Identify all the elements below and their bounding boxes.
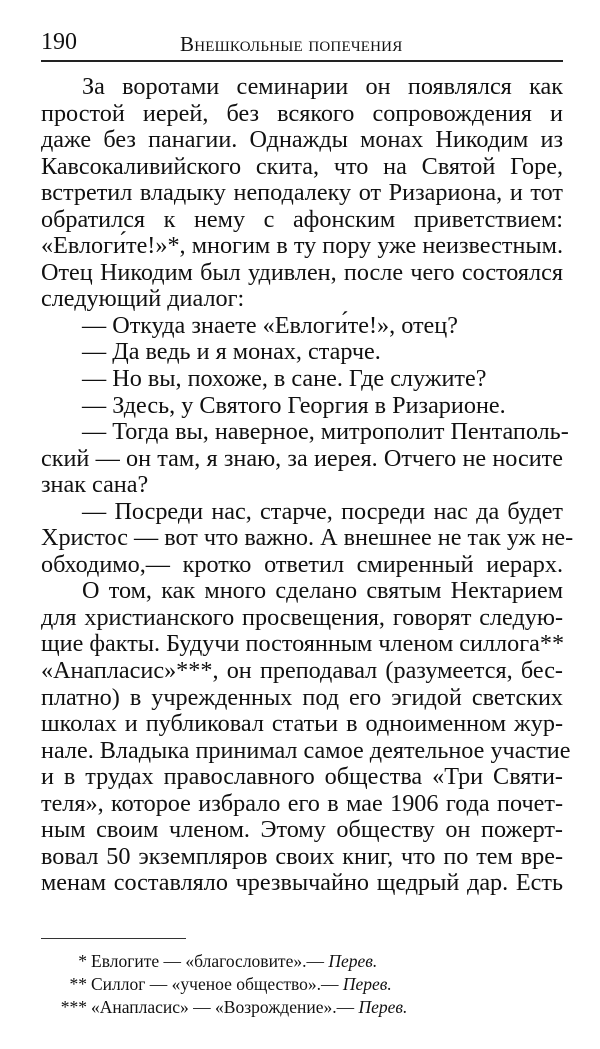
- text-line: Отец Никодим был удивлен, после чего состоялся: [41, 258, 563, 286]
- footnote-1: [41, 950, 563, 973]
- text-line: для христианского просвещения, говорят следую-: [41, 603, 563, 631]
- footnote-2: [41, 973, 563, 996]
- text-line: — Но вы, похоже, в сане. Где служите?: [82, 365, 487, 393]
- body-text: [41, 73, 574, 897]
- text-line: «Анапласис»***, он преподавал (разумеется, бес-: [41, 657, 563, 685]
- text-line: обратился к нему с афонским приветствием:: [41, 205, 563, 233]
- text-line: знак сана?: [41, 471, 149, 499]
- footnote-mark: *: [78, 951, 87, 971]
- footnote-text: Евлогите — «благословите».—: [91, 951, 329, 971]
- page-number: 190: [41, 29, 77, 55]
- text-line: обходимо,— кротко ответил смиренный иерарх.: [41, 550, 563, 578]
- text-line: нале. Владыка принимал самое деятельное участие: [41, 736, 571, 764]
- text-line: Кавсокаливийского скита, что на Святой Горе,: [41, 152, 563, 180]
- footnote-mark: ***: [60, 997, 87, 1017]
- text-line: и в трудах православного общества «Три Святи-: [41, 763, 563, 791]
- text-line: даже без панагии. Однажды монах Никодим из: [41, 126, 563, 154]
- text-line: ский — он там, я знаю, за иерея. Отчего не носите: [41, 444, 563, 472]
- header-rule: [41, 60, 563, 62]
- text-line: вовал 50 экземпляров своих книг, что по тем вре-: [41, 842, 563, 870]
- text-line: теля», которое избрало его в мае 1906 года почет-: [41, 789, 563, 817]
- text-line: платно) в учрежденных под его эгидой светских: [41, 683, 563, 711]
- text-line: За воротами семинарии он появлялся как: [82, 73, 563, 100]
- text-line: — Откуда знаете «Евлоги́те!», отец?: [82, 311, 458, 339]
- footnote-text: Силлог — «ученое общество».—: [91, 974, 343, 994]
- running-title: Внешкольные попечения: [180, 32, 403, 56]
- text-line: менам составляло чрезвычайно щедрый дар. Есть: [41, 869, 563, 897]
- text-line: «Евлоги́те!»*, многим в ту пору уже неизвестным.: [41, 232, 563, 260]
- text-line: простой иерей, без всякого сопровождения и: [41, 99, 563, 127]
- footnote-attribution: Перев.: [328, 951, 378, 971]
- footnote-3: [41, 996, 563, 1019]
- footnotes: [41, 950, 563, 1019]
- text-line: О том, как много сделано святым Нектарием: [82, 577, 563, 605]
- running-header: [41, 24, 563, 58]
- text-line: щие факты. Будучи постоянным членом силлога**: [41, 630, 565, 658]
- text-line: — Посреди нас, старче, посреди нас да будет: [82, 497, 563, 525]
- footnote-mark: **: [69, 974, 87, 994]
- text-line: ным своим членом. Этому обществу он пожерт-: [41, 816, 563, 844]
- footnote-text: «Анапласис» — «Возрождение».—: [91, 997, 359, 1017]
- text-line: — Тогда вы, наверное, митрополит Пентаполь-: [82, 418, 569, 446]
- text-line: — Да ведь и я монах, старче.: [82, 338, 381, 366]
- footnote-attribution: Перев.: [342, 974, 392, 994]
- text-line: — Здесь, у Святого Георгия в Ризарионе.: [82, 391, 506, 419]
- text-line: следующий диалог:: [41, 285, 245, 313]
- footnote-attribution: Перев.: [358, 997, 408, 1017]
- footnote-separator: [41, 938, 186, 939]
- text-line: Христос — вот что важно. А внешнее не так уж не-: [41, 524, 574, 552]
- text-line: школах и публиковал статьи в одноименном жур-: [41, 710, 563, 738]
- text-line: встретил владыку неподалеку от Ризариона, и тот: [41, 179, 563, 207]
